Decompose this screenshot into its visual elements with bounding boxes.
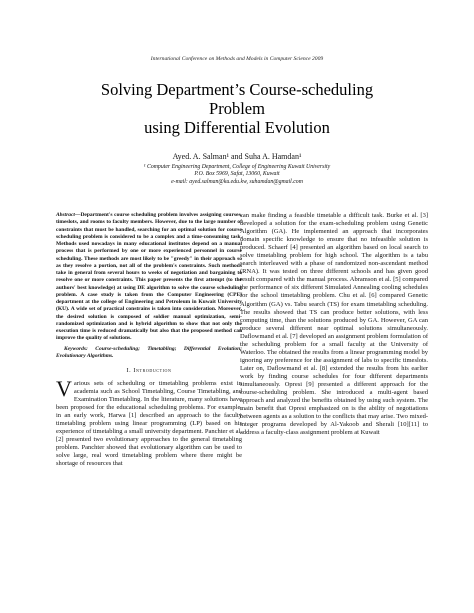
introduction-paragraph — [56, 375, 242, 469]
introduction-text: arious sets of scheduling or timetabling problems exist in academia such as School Timetabling, Course Timetabling, and Examination Timetabling. In the literature, many solutions have been proposed for the educational scheduling problems. For example, in an early work, Harwa [1] described an approach to the faculty timetabling problem using linear programming (LP) based on his experience of timetabling a small university department. Panchter et al. [2] presented two evolutionary approaches to the general timetabling problem. Panchter showed that evolutionary algorithm can be used to solve large, real word timetabling problem where there might be shortage of resources that — [56, 379, 242, 468]
title-line-3: using Differential Evolution — [144, 118, 330, 137]
title-line-1: Solving Department’s Course-scheduling — [100, 80, 374, 99]
paper-title — [40, 80, 434, 137]
affiliation-line-3: e-mail: ayed.salman@ku.edu.kw, suhamdan@gmail.com — [171, 178, 303, 185]
authors: Ayed. A. Salman¹ and Suha A. Hamdan¹ — [172, 152, 302, 161]
abstract-lead: Abstract— — [56, 212, 81, 218]
affiliation-line-2: P.O. Box 5969, Safat, 13060, Kuwait — [194, 171, 280, 178]
title-line-2: Problem — [209, 99, 265, 118]
right-column — [240, 212, 428, 437]
conference-header: International Conference on Methods and Models in Computer Science 2009 — [150, 56, 324, 62]
keywords: Keywords: Course-scheduling; Timetabling; Differential Evolution; Evolutionary Algorithms. — [56, 345, 242, 359]
drop-cap: V — [56, 375, 72, 401]
left-column — [56, 212, 242, 468]
abstract — [56, 212, 242, 343]
affiliation-line-1: ¹ Computer Engineering Department, College of Engineering Kuwait University — [143, 164, 331, 170]
affiliation — [0, 164, 474, 186]
abstract-text: Department's course scheduling problem involves assigning courses, timeslots, and rooms to faculty members. However, due to the large number of constraints that must be handled, searching for an optimal solution for course scheduling problem is considered to be a complex and a time-consuming task. Methods used nowadays in many educational institutes depend on a manual process that is performed by one or more experienced personnel in course scheduling. These methods are most likely to be "greedy" in their approach so as they resolve a portion, not all of the problem's constraints. Such methods take in general from several hours to weeks of negotiation and bargaining to resolve one or more constraints. This paper presents the first attempt (to the authors' best knowledge) at using DE algorithm to solve the course scheduling problem. A case study is taken from the Computer Engineering (CPE) department at the college of Engineering and Petroleum in Kuwait University (KU). A wide set of practical constrains is taken into consideration. Moreover, the desired solution is composed of soldier manual optimization, semi-randomized optimization and is hybrid algorithm to show that not only the execution time is reduced dramatically but also that the proposed method can improve the quality of solutions. — [56, 212, 242, 342]
right-column-paragraph: can make finding a feasible timetable a difficult task. Burke et al. [3] developed a solution for the exam-scheduling problem using Genetic Algorithm (GA). He implemented an approach that incorporates domain specific knowledge to ensure that no infeasible solution is produced. Schaerf [4] presented an algorithm based on local search to solve timetabling problem for high school. The algorithm is a tabu search interleaved with a phase of randomized non-ascendant method (RNA). It was tested on three different schools and has given good result compared with the manual process. Abramson et al. [5] compared the performance of six different Simulated Annealing cooling schedules for the school timetabling problem. Chu et al. [6] compared Genetic Algorithm (GA) vs. Tabu search (TS) for exam timetabling scheduling. The results showed that TS can produce better solutions, with less computing time, than the solutions produced by GA. However, GA can produce several different near optimal solutions simultaneously. Daflowmand et al. [7] developed an assignment problem formulation of the scheduling problem for a small faculty at the University of Waterloo. The obtained the results from a linear programming model by ignoring any preference for the assignment of labs to specific timeslots. Later on, Daflowmand et al. [8] extended the results from his earlier work by finding course schedules for four different departments simultaneously. Opresi [9] presented a different approach for the course-scheduling problem. She introduced a multi-agent based approach and analyzed the benefits obtained by using such system. The main benefit that Opresi emphasized on is the ability of negotiations between agents as a solution to the conflicts that may arise. Two mixed-integer programs developed by Al-Yakoob and Sherali [10][11] to address a faculty-class assignment problem at Kuwait — [240, 212, 428, 437]
section-heading-introduction: I. Introduction — [126, 366, 172, 374]
